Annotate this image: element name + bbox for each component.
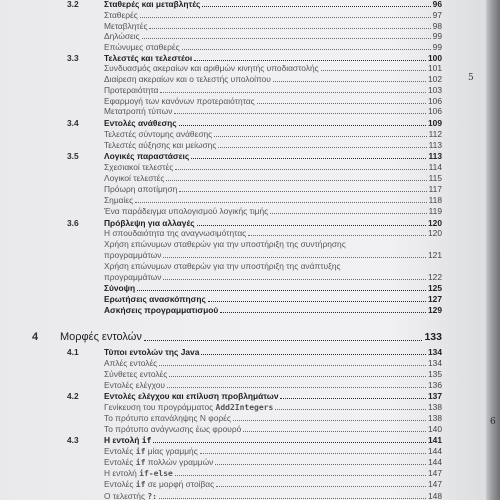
dot-leader — [160, 92, 426, 93]
toc-page-number: 147 — [428, 468, 442, 478]
toc-entry-number: 3.2 — [67, 0, 79, 9]
toc-entry-title — [104, 358, 157, 368]
toc-page-number: 96 — [432, 0, 442, 9]
toc-entry-title — [104, 195, 133, 205]
toc-entry-title — [104, 413, 231, 423]
toc-page-number: 138 — [428, 413, 442, 423]
toc-entry-title — [104, 151, 189, 161]
dot-leader — [270, 213, 427, 214]
toc-entry-title — [104, 479, 214, 489]
toc-page-number: 102 — [428, 74, 442, 84]
toc-entry-title-text: Η εντολή — [104, 435, 142, 445]
toc-entry-title-text: Σύνθετες εντολές — [104, 369, 168, 379]
toc-page-number: 103 — [428, 85, 442, 95]
toc-page-number: 127 — [428, 294, 442, 304]
dot-leader — [159, 498, 426, 499]
toc-entry-title — [104, 305, 218, 315]
toc-entry-title-text: Εντολές — [104, 457, 136, 467]
toc-entry-title-text: Το πρότυπο επανάληψης Ν φορές — [104, 413, 231, 423]
toc-subsection — [0, 63, 486, 74]
toc-entry-title — [104, 21, 147, 31]
toc-entry-title — [104, 272, 161, 282]
toc-entry-title-text: Εντολές — [104, 446, 136, 456]
dot-leader — [321, 70, 426, 71]
toc-page-number: 134 — [428, 358, 442, 368]
toc-entry-title — [104, 228, 246, 238]
toc-section — [0, 347, 486, 358]
toc-entry-title — [104, 42, 180, 52]
dot-leader — [197, 225, 426, 226]
toc-entry-title — [104, 96, 255, 106]
toc-entry-title-text: Εντολές — [104, 479, 136, 489]
toc-entry-title — [104, 491, 157, 500]
toc-section — [0, 118, 486, 129]
toc-entry-title — [104, 63, 319, 73]
toc-entry-title-text: Διαίρεση ακεραίων και ο τελεστής υπολοίπου — [104, 74, 271, 84]
toc-page-number: 137 — [428, 391, 442, 401]
toc-entry-code: if — [135, 480, 146, 489]
toc-section — [0, 151, 486, 162]
toc-subsection — [0, 31, 486, 42]
toc-subsection — [0, 261, 486, 272]
toc-page-number: 120 — [428, 218, 442, 228]
toc-entry-title-text: Προτεραιότητα — [104, 85, 159, 95]
toc-entry-title — [104, 118, 177, 128]
toc-subsection — [0, 446, 486, 457]
toc-page-number: 121 — [428, 250, 442, 260]
toc-entry-title-text: Συνδυασμός ακεραίων και αριθμών κινητής υποδιαστολής — [104, 63, 319, 73]
toc-entry-title-text: Η σπουδαιότητα της αναγνωσιμότητας — [104, 228, 247, 238]
toc-entry-code: Add2Integers — [215, 403, 274, 412]
toc-page-number: 100 — [428, 53, 442, 63]
toc-page-number: 97 — [432, 10, 442, 20]
dot-leader — [248, 235, 426, 236]
page-edge — [486, 0, 500, 500]
toc-entry-title — [104, 0, 200, 9]
toc-subsection — [0, 491, 486, 500]
toc-page-number: 114 — [428, 162, 442, 172]
dot-leader — [153, 442, 426, 443]
toc-page-number: 120 — [428, 228, 442, 238]
toc-entry-title — [104, 347, 199, 357]
dot-leader — [202, 6, 431, 7]
toc-entry-title-text: Εφαρμογή των κανόνων προτεραιότητας — [104, 96, 255, 106]
toc-subsection — [0, 424, 486, 435]
margin-mark: 5 — [468, 73, 474, 83]
toc-section — [0, 305, 486, 316]
toc-page-number: 138 — [428, 402, 442, 412]
toc-entry-title — [104, 206, 268, 216]
toc-entry-number: 4.3 — [67, 435, 79, 445]
toc-entry-title-text: Σχεσιακοί τελεστές — [104, 162, 174, 172]
toc-page-number: 147 — [428, 479, 442, 489]
dot-leader — [273, 81, 426, 82]
dot-leader — [194, 60, 426, 61]
toc-entry-title-text: Σταθερές — [104, 10, 138, 20]
toc-subsection — [0, 184, 486, 195]
toc-page-number: 106 — [428, 96, 442, 106]
toc-entry-title-text: Ένα παράδειγμα υπολογισμού λογικής τιμής — [104, 206, 269, 216]
toc-entry-title — [104, 10, 138, 20]
toc-subsection — [0, 85, 486, 96]
toc-entry-title-text: Σταθερές και μεταβλητές — [104, 0, 201, 9]
toc-subsection — [0, 272, 486, 283]
dot-leader — [182, 49, 431, 50]
dot-leader — [140, 17, 431, 18]
toc-page-number: 144 — [428, 446, 442, 456]
toc-subsection — [0, 140, 486, 151]
toc-entry-number: 4 — [32, 331, 39, 343]
toc-section — [0, 435, 486, 446]
dot-leader — [208, 301, 426, 302]
toc-section — [0, 283, 486, 294]
toc-entry-title — [104, 106, 172, 116]
toc-subsection — [0, 358, 486, 369]
toc-entry-title — [104, 173, 164, 183]
dot-leader — [166, 180, 427, 181]
toc-chapter — [0, 331, 486, 342]
dot-leader — [135, 202, 427, 203]
toc-entry-code: if — [141, 436, 152, 445]
toc-entry-title-text: Δηλώσεις — [104, 31, 140, 41]
toc-entry-title-text: Λογικές παραστάσεις — [104, 151, 190, 161]
toc-entry-title — [104, 380, 165, 390]
toc-page-number: 115 — [428, 173, 442, 183]
dot-leader — [220, 312, 426, 313]
toc-entry-title — [60, 331, 142, 343]
dot-leader — [149, 28, 431, 29]
toc-entry-title-tail: μίας γραμμής — [145, 446, 198, 456]
toc-entry-title — [104, 85, 158, 95]
toc-entry-title — [104, 261, 341, 271]
dot-leader — [174, 113, 426, 114]
toc-entry-number: 3.5 — [67, 151, 79, 161]
toc-subsection — [0, 369, 486, 380]
toc-entry-title — [104, 140, 216, 150]
toc-entry-title-text: Εντολές ελέγχου και επίλυση προβλημάτων — [104, 391, 279, 401]
toc-section — [0, 391, 486, 402]
toc-entry-code: if-else — [139, 469, 173, 478]
toc-entry-title-text: Λογικοί τελεστές — [104, 173, 165, 183]
toc-page-number: 148 — [428, 491, 442, 500]
toc-entry-title — [104, 294, 206, 304]
toc-subsection — [0, 228, 486, 239]
toc-entry-title-text: Τελεστές και τελεστέοι — [104, 53, 193, 63]
toc-page-number: 141 — [428, 435, 442, 445]
toc-entry-title-text: Σύνοψη — [104, 283, 136, 293]
toc-entry-title — [104, 468, 173, 478]
dot-leader — [233, 420, 426, 421]
toc-entry-title-text: Τελεστές αύξησης και μείωσης — [104, 140, 217, 150]
dot-leader — [144, 340, 422, 341]
toc-page-number: 125 — [428, 283, 442, 293]
toc-subsection — [0, 42, 486, 53]
toc-entry-title-text: Γενίκευση του προγράμματος — [104, 402, 216, 412]
toc-page-number: 118 — [428, 195, 442, 205]
toc-entry-title — [104, 184, 177, 194]
toc-entry-title-tail: πολλών γραμμών — [145, 457, 214, 467]
toc-subsection — [0, 129, 486, 140]
toc-entry-number: 3.6 — [67, 218, 79, 228]
dot-leader — [175, 475, 426, 476]
toc-page-number: 133 — [424, 331, 442, 343]
toc-page-number: 109 — [428, 118, 442, 128]
toc-entry-title-text: Το πρότυπο ανάγνωσης έως φρουρό — [104, 424, 242, 434]
dot-leader — [191, 158, 426, 159]
toc-section — [0, 294, 486, 305]
toc-subsection — [0, 413, 486, 424]
toc-entry-title — [104, 457, 213, 467]
toc-subsection — [0, 457, 486, 468]
toc-subsection — [0, 195, 486, 206]
toc-entry-number: 3.3 — [67, 53, 79, 63]
toc-entry-number: 4.2 — [67, 391, 79, 401]
dot-leader — [257, 103, 426, 104]
dot-leader — [167, 387, 426, 388]
toc-entry-title-text: Χρήση επώνυμων σταθερών για την υποστήριξη της ανάπτυξης — [104, 261, 341, 271]
toc-entry-title — [104, 53, 192, 63]
margin-mark: 6 — [490, 417, 496, 427]
toc-entry-title-text: Σημαίες — [104, 195, 134, 205]
toc-entry-title-text: προγραμμάτων — [104, 272, 162, 282]
toc-subsection — [0, 402, 486, 413]
toc-entry-title — [104, 218, 195, 228]
dot-leader — [179, 191, 427, 192]
toc-page-number: 135 — [428, 369, 442, 379]
toc-entry-number: 3.4 — [67, 118, 79, 128]
toc-entry-code: if — [135, 458, 146, 467]
toc-entry-title-text: Μετατροπή τύπων — [104, 106, 173, 116]
dot-leader — [200, 453, 426, 454]
toc-page-number: 101 — [428, 63, 442, 73]
toc-page-number: 112 — [428, 129, 442, 139]
toc-entry-title — [104, 402, 273, 412]
toc-entry-title-text: Η εντολή — [104, 468, 140, 478]
dot-leader — [175, 169, 427, 170]
toc-entry-title — [104, 391, 278, 401]
toc-subsection — [0, 380, 486, 391]
dot-leader — [243, 431, 426, 432]
toc-subsection — [0, 173, 486, 184]
toc-page-number: 98 — [432, 21, 442, 31]
toc-entry-title-text: Ερωτήσεις ανασκόπησης — [104, 294, 206, 304]
toc-entry-title — [104, 424, 241, 434]
toc-entry-title-text: Τύποι εντολών της Java — [104, 347, 200, 357]
toc-page-number: 136 — [428, 380, 442, 390]
toc-entry-number: 4.1 — [67, 347, 79, 357]
toc-page-number: 113 — [428, 151, 442, 161]
dot-leader — [215, 464, 426, 465]
toc-entry-title-text: προγραμμάτων — [104, 250, 162, 260]
dot-leader — [280, 398, 426, 399]
toc-entry-title-text: Πρόωρη αποτίμηση — [104, 184, 178, 194]
toc-entry-title-text: Πρόβλεψη για αλλαγές — [104, 218, 195, 228]
toc-subsection — [0, 162, 486, 173]
dot-leader — [163, 257, 426, 258]
dot-leader — [169, 376, 426, 377]
dot-leader — [216, 486, 426, 487]
toc-entry-title-tail: σε μορφή στοίβας — [145, 479, 215, 489]
toc-page-number: 99 — [432, 42, 442, 52]
dot-leader — [214, 136, 427, 137]
toc-section — [0, 0, 486, 10]
toc-entry-title — [104, 162, 173, 172]
dot-leader — [137, 290, 426, 291]
toc-entry-title-text: Ο τελεστής — [104, 491, 148, 500]
toc-page-number: 117 — [428, 184, 442, 194]
dot-leader — [163, 279, 426, 280]
toc-page-number: 140 — [428, 424, 442, 434]
toc-entry-title — [104, 239, 346, 249]
toc-entry-title-text: Χρήση επώνυμων σταθερών για την υποστήριξη της συντήρησης — [104, 239, 346, 249]
toc-entry-title-text: Τελεστές σύντομης ανάθεσης — [104, 129, 213, 139]
toc-entry-title — [104, 250, 161, 260]
toc-entry-title-text: Επώνυμες σταθερές — [104, 42, 180, 52]
toc-entry-title — [104, 74, 271, 84]
dot-leader — [218, 147, 427, 148]
toc-subsection — [0, 239, 486, 250]
toc-entry-title — [104, 369, 167, 379]
toc-entry-code: if — [135, 447, 146, 456]
toc-entry-title — [104, 31, 140, 41]
toc-subsection — [0, 468, 486, 479]
toc-page-number: 129 — [428, 305, 442, 315]
dot-leader — [179, 125, 426, 126]
toc-entry-title-text: Μορφές εντολών — [60, 331, 142, 343]
toc-page-number: 99 — [432, 31, 442, 41]
toc-entry-code: ?: — [147, 492, 157, 500]
toc-page-number: 144 — [428, 457, 442, 467]
dot-leader — [159, 365, 426, 366]
dot-leader — [142, 38, 431, 39]
toc-subsection — [0, 250, 486, 261]
toc-entry-title — [104, 446, 198, 456]
toc-subsection — [0, 479, 486, 490]
toc-entry-title — [104, 435, 151, 445]
toc-page-number: 119 — [428, 206, 442, 216]
toc-entry-title-text: Εντολές ελέγχου — [104, 380, 165, 390]
dot-leader — [201, 354, 426, 355]
toc-entry-title — [104, 129, 212, 139]
dot-leader — [275, 409, 426, 410]
toc-entry-title — [104, 283, 135, 293]
toc-entry-title-text: Εντολές ανάθεσης — [104, 118, 177, 128]
toc-subsection — [0, 74, 486, 85]
toc-subsection — [0, 10, 486, 21]
toc-subsection — [0, 106, 486, 117]
toc-page-number: 122 — [428, 272, 442, 282]
toc-entry-title-text: Μεταβλητές — [104, 21, 148, 31]
toc-page-number: 134 — [428, 347, 442, 357]
toc-entry-title-text: Ασκήσεις προγραμματισμού — [104, 305, 219, 315]
toc-subsection — [0, 206, 486, 217]
toc-page-number: 113 — [428, 140, 442, 150]
toc-entry-title-text: Απλές εντολές — [104, 358, 158, 368]
toc-page-number: 106 — [428, 106, 442, 116]
